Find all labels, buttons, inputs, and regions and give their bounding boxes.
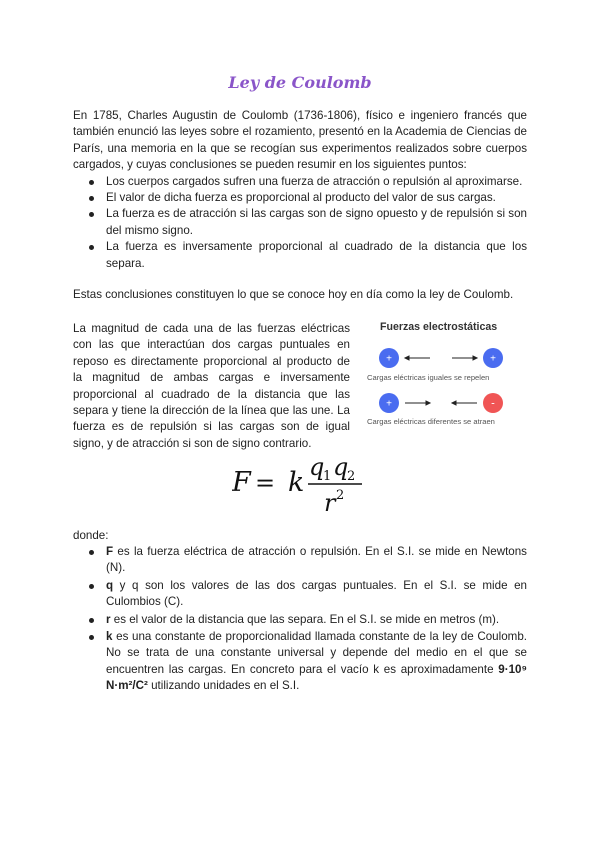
list-item — [73, 629, 527, 695]
def-text-r: es el valor de la distancia que las separa. En el S.I. se mide en metros (m). — [113, 612, 500, 626]
minus-sign: - — [491, 397, 495, 410]
symbol-q: q — [106, 578, 114, 592]
figure-title: Fuerzas electrostáticas — [380, 321, 498, 333]
repel-row — [379, 348, 503, 368]
points-list — [73, 174, 527, 272]
list-item: Los cuerpos cargados sufren una fuerza de atracción o repulsión al aproximarse. — [73, 174, 527, 190]
caption-same: Cargas eléctricas iguales se repelen — [367, 373, 490, 382]
def-text-q: y q son los valores de las dos cargas puntuales. En el S.I. se mide en Culombios (C). — [106, 578, 527, 609]
formula-q2: q — [333, 453, 349, 481]
definitions-list — [73, 544, 527, 696]
conclusion-paragraph: Estas conclusiones constituyen lo que se conoce hoy en día como la ley de Coulomb. — [73, 288, 514, 301]
left-arrow-icon — [405, 356, 430, 360]
formula-q2-sub: 2 — [347, 469, 356, 484]
def-text-k: es una constante de proporcionalidad llamada constante de la ley de Coulomb. No se trata de una constante universal y depende del medio en el que se encuentren las cargas. En concreto para el vacío k es aproximadamente — [106, 630, 527, 676]
formula-k: k — [288, 467, 305, 498]
formula-r-exp: 2 — [336, 488, 345, 503]
caption-different: Cargas eléctricas diferentes se atraen — [367, 417, 495, 426]
list-item — [73, 544, 527, 577]
right-arrow-icon — [452, 356, 477, 360]
list-item: El valor de dicha fuerza es proporcional al producto del valor de sus cargas. — [73, 190, 527, 206]
magnitude-paragraph: La magnitud de cada una de las fuerzas eléctricas con las que interactúan dos cargas puntuales en reposo es directamente proporcional al producto de la magnitud de ambas cargas e inversamente proporcional al cuadrado de la distancia que las separa y tiene la dirección de la línea que las une. La fuerza es de repulsión si las cargas son de igual signo, y de atracción si son de signo contrario. — [73, 322, 350, 450]
right-arrow-icon — [405, 401, 430, 405]
intro-paragraph: En 1785, Charles Augustin de Coulomb (1736-1806), físico e ingeniero francés que también enunció las leyes sobre el rozamiento, presentó en la Academia de Ciencias de París, una memoria en la que se recogían sus experimentos realizados sobre cuerpos cargados, y cuyas conclusiones se pueden resumir en los siguientes puntos: — [73, 109, 527, 172]
electrostatic-forces-figure — [366, 321, 516, 433]
coulomb-formula — [232, 447, 372, 517]
list-item: La fuerza es inversamente proporcional al cuadrado de la distancia que los separa. — [73, 239, 527, 272]
symbol-F: F — [106, 545, 114, 558]
def-text-F: es la fuerza eléctrica de atracción o repulsión. En el S.I. se mide en Newtons (N). — [106, 545, 527, 575]
plus-sign: + — [386, 398, 392, 410]
symbol-k: k — [106, 630, 113, 644]
donde-label: donde: — [73, 529, 109, 542]
list-item — [73, 612, 527, 628]
intro-section — [73, 108, 527, 272]
formula-equals: = — [255, 469, 276, 497]
symbol-r: r — [106, 612, 111, 626]
plus-sign: + — [386, 353, 392, 365]
formula-r: r — [324, 489, 336, 517]
attract-row — [379, 393, 503, 413]
left-arrow-icon — [452, 401, 477, 405]
constant-value: 9·10⁹ N·m²/C² — [106, 662, 527, 693]
list-item — [73, 578, 527, 611]
page-title: Ley de Coulomb — [228, 73, 372, 92]
list-item: La fuerza es de atracción si las cargas son de signo opuesto y de repulsión si son del mismo signo. — [73, 206, 527, 239]
formula-q1-sub: 1 — [323, 469, 332, 484]
def-tail-k: utilizando unidades en el S.I. — [151, 679, 300, 693]
plus-sign: + — [490, 353, 496, 365]
formula-F: F — [232, 467, 251, 498]
formula-q1: q — [309, 453, 325, 481]
